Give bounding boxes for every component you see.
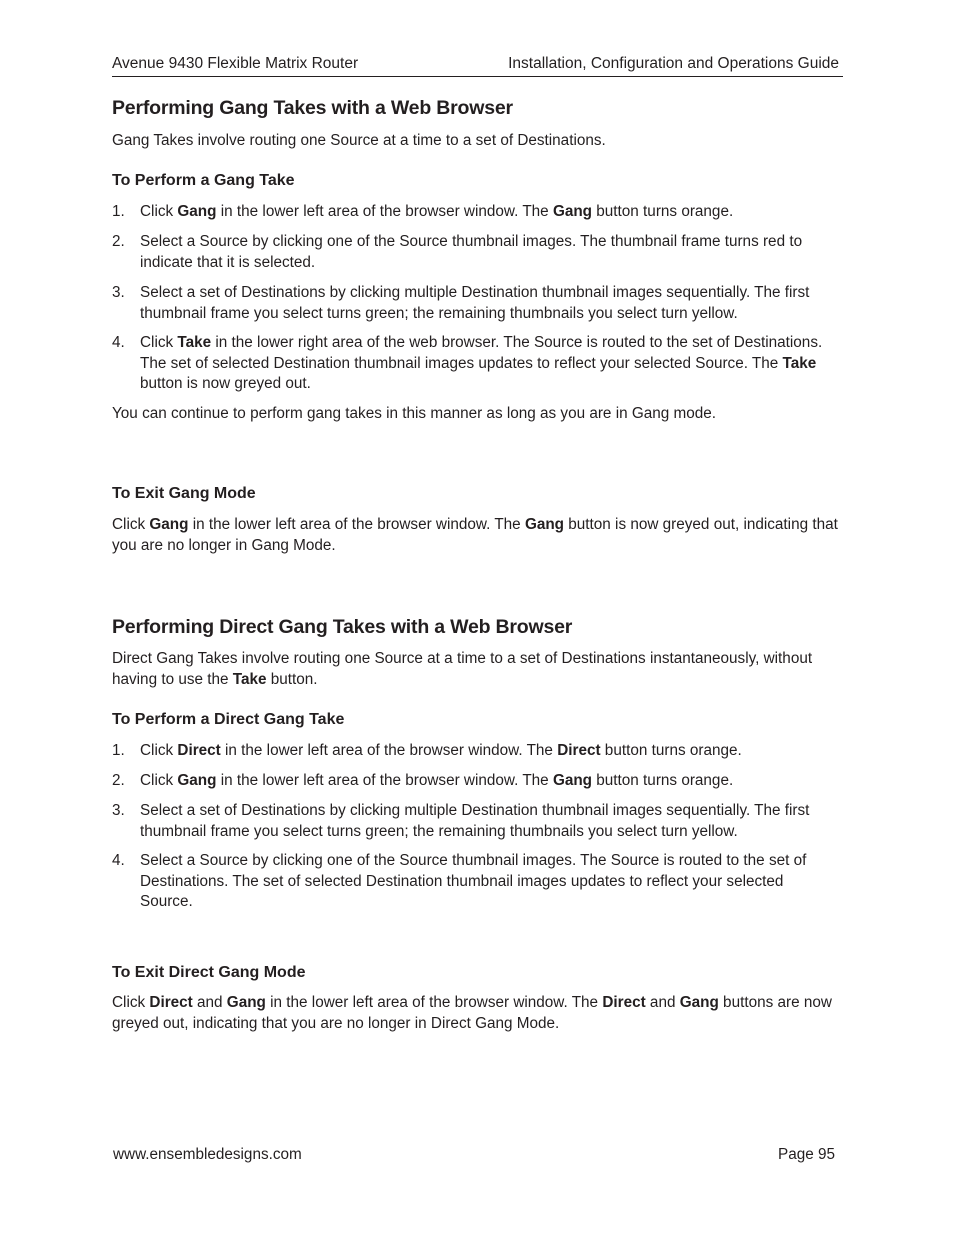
direct-intro: Direct Gang Takes involve routing one Source at a time to a set of Destinations instantaneously, without having to use the Take button. bbox=[112, 650, 813, 688]
gang-exit-text: Click Gang in the lower left area of the browser window. The Gang button is now greyed out, indicating that you are no longer in Gang Mode. bbox=[112, 516, 838, 554]
step-number: 4. bbox=[112, 334, 125, 351]
gang-step-2 bbox=[112, 232, 840, 273]
header-guide-title: Installation, Configuration and Operations Guide bbox=[508, 55, 839, 72]
step-text: Click Take in the lower right area of the web browser. The Source is routed to the set of Destinations. The set of selected Destination thumbnail images updates to reflect your selected Source. The Take button is now greyed out. bbox=[140, 334, 823, 392]
direct-step-4 bbox=[112, 851, 840, 913]
step-text: Select a set of Destinations by clicking multiple Destination thumbnail images sequentially. The first thumbnail frame you select turns green; the remaining thumbnails you select turn yellow. bbox=[140, 284, 810, 322]
gang-step-4 bbox=[112, 333, 840, 395]
heading-exit-direct-gang-mode: To Exit Direct Gang Mode bbox=[112, 964, 306, 981]
gang-continue-note: You can continue to perform gang takes in this manner as long as you are in Gang mode. bbox=[112, 405, 717, 422]
gang-intro: Gang Takes involve routing one Source at a time to a set of Destinations. bbox=[112, 132, 606, 149]
step-number: 4. bbox=[112, 852, 125, 869]
step-text: Select a set of Destinations by clicking multiple Destination thumbnail images sequentially. The first thumbnail frame you select turns green; the remaining thumbnails you select turn yellow. bbox=[140, 802, 810, 840]
page-header bbox=[112, 54, 843, 77]
step-number: 1. bbox=[112, 203, 125, 220]
gang-step-3 bbox=[112, 283, 840, 324]
step-text: Select a Source by clicking one of the Source thumbnail images. The Source is routed to the set of Destinations. The set of selected Destination thumbnail images updates to reflect your selected Source. bbox=[140, 852, 807, 910]
header-product-name: Avenue 9430 Flexible Matrix Router bbox=[112, 55, 359, 72]
step-number: 2. bbox=[112, 772, 125, 789]
step-number: 2. bbox=[112, 233, 125, 250]
direct-step-1 bbox=[112, 741, 840, 762]
step-number: 3. bbox=[112, 284, 125, 301]
step-text: Select a Source by clicking one of the Source thumbnail images. The thumbnail frame turns red to indicate that it is selected. bbox=[140, 233, 803, 271]
direct-step-2 bbox=[112, 771, 840, 792]
footer-page-number: Page 95 bbox=[778, 1146, 835, 1163]
step-number: 3. bbox=[112, 802, 125, 819]
heading-exit-gang-mode: To Exit Gang Mode bbox=[112, 485, 256, 502]
step-number: 1. bbox=[112, 742, 125, 759]
direct-step-3 bbox=[112, 801, 840, 842]
step-text: Click Gang in the lower left area of the browser window. The Gang button turns orange. bbox=[140, 203, 734, 220]
section-title-direct-gang-takes: Performing Direct Gang Takes with a Web Browser bbox=[112, 616, 573, 638]
heading-perform-direct-gang-take: To Perform a Direct Gang Take bbox=[112, 711, 345, 728]
footer-website-link[interactable]: www.ensembledesigns.com bbox=[113, 1146, 302, 1163]
section-title-gang-takes: Performing Gang Takes with a Web Browser bbox=[112, 97, 513, 119]
step-text: Click Gang in the lower left area of the browser window. The Gang button turns orange. bbox=[140, 772, 734, 789]
step-text: Click Direct in the lower left area of the browser window. The Direct button turns orange. bbox=[140, 742, 742, 759]
gang-step-1 bbox=[112, 202, 840, 223]
heading-perform-gang-take: To Perform a Gang Take bbox=[112, 172, 295, 189]
direct-exit-text: Click Direct and Gang in the lower left area of the browser window. The Direct and Gang buttons are now greyed out, indicating that you are no longer in Direct Gang Mode. bbox=[112, 994, 832, 1032]
